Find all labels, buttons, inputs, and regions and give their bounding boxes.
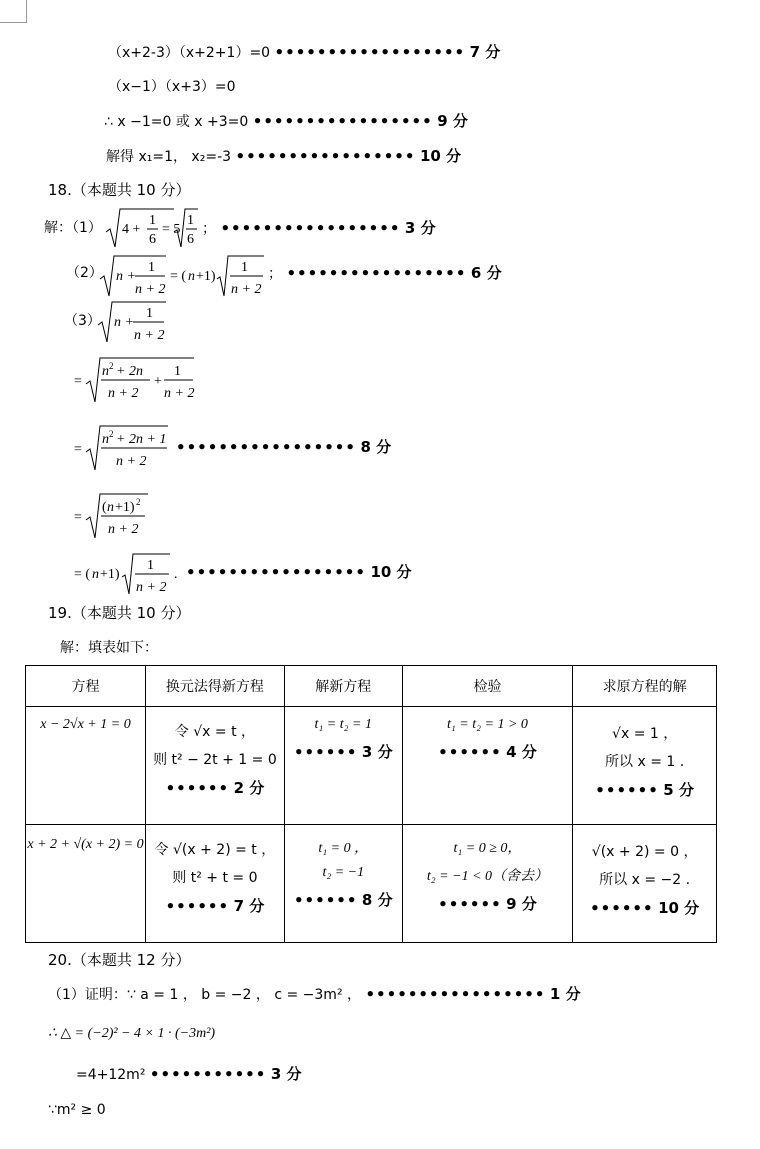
- s18-part1-formula: [104, 205, 200, 251]
- s17-line3-dots: •••••••••••••••••: [252, 112, 433, 130]
- s17-line1-score: 7 分: [469, 43, 501, 61]
- row2-orig-score-line: [573, 897, 716, 918]
- s18-part1-label: 解：（1）: [44, 220, 102, 236]
- table-header-cell: 检验: [402, 666, 573, 707]
- svg-text:2: 2: [136, 497, 141, 507]
- row2-solve-score: 8 分: [361, 891, 393, 909]
- row2-solve-dots: ••••••: [293, 891, 358, 909]
- svg-text:+1): +1): [196, 269, 216, 284]
- svg-text:=: =: [74, 442, 82, 457]
- s18-part2-dots: •••••••••••••••••: [286, 264, 467, 282]
- row1-orig-line1: √x = 1 ，: [612, 726, 678, 742]
- table-header-cell: 解新方程: [284, 666, 402, 707]
- svg-text:1: 1: [146, 306, 153, 321]
- row1-sub-line1: 令 √x = t ，: [174, 724, 256, 740]
- svg-text:n + 2: n + 2: [134, 328, 165, 343]
- table-cell-equation: [26, 825, 146, 943]
- svg-text:+ 2n + 1: + 2n + 1: [116, 432, 167, 447]
- s18-step3-score: 8 分: [360, 438, 392, 456]
- s17-line3: [104, 111, 468, 132]
- s18-step5-tail: [186, 562, 412, 583]
- svg-text:1: 1: [147, 558, 154, 573]
- row2-solve-line2: t₂ = −1: [322, 865, 365, 880]
- s17-line4-dots: •••••••••••••••••: [235, 147, 416, 165]
- row1-check-line1: t₁ = t₂ = 1 > 0: [447, 717, 528, 732]
- svg-text:(: (: [102, 500, 107, 515]
- row1-solve-score-line: [285, 741, 402, 762]
- row1-orig-score: 5 分: [663, 781, 694, 799]
- row2-sub-line2: 则 t² + t = 0: [172, 870, 258, 886]
- row1-equation: x − 2√x + 1 = 0: [40, 717, 131, 732]
- s17-line1-dots: ••••••••••••••••••: [274, 43, 466, 61]
- row2-check-line2: t₂ = −1 < 0（舍去）: [426, 869, 549, 884]
- row1-check-score: 4 分: [506, 743, 537, 761]
- svg-text:1: 1: [174, 364, 181, 379]
- svg-text:n + 2: n + 2: [116, 454, 147, 469]
- table-cell-solve: [284, 825, 402, 943]
- table-row: [26, 707, 717, 825]
- row1-check-dots: ••••••: [438, 743, 502, 761]
- s20-result: [76, 1064, 301, 1085]
- s18-step4-formula: [72, 490, 152, 542]
- row1-sub-dots: ••••••: [165, 779, 230, 797]
- svg-text:=: =: [74, 510, 82, 525]
- table-cell-check: [402, 707, 573, 825]
- s20-delta: ∴ △ = (−2)² − 4 × 1 · (−3m²): [48, 1026, 216, 1041]
- svg-text:n + 2: n + 2: [135, 282, 166, 297]
- s20-since: ∵m² ≥ 0: [48, 1102, 106, 1118]
- svg-text:=: =: [74, 374, 82, 389]
- row1-orig-score-line: [573, 779, 716, 800]
- s18-step5-formula: [72, 550, 182, 598]
- svg-text:4 +: 4 +: [122, 222, 141, 237]
- row2-check-dots: ••••••: [438, 895, 502, 913]
- svg-text:+: +: [154, 374, 162, 389]
- svg-text:n + 2: n + 2: [108, 386, 139, 401]
- row1-solve-score: 3 分: [361, 743, 393, 761]
- s17-line3-score: 9 分: [437, 112, 468, 130]
- row1-solve-line1: t₁ = t₂ = 1: [314, 717, 372, 732]
- row1-solve-dots: ••••••: [293, 743, 358, 761]
- svg-text:n: n: [92, 567, 99, 582]
- svg-text:n: n: [107, 500, 114, 515]
- s17-line1: [108, 42, 500, 63]
- s18-part3-formula: [96, 298, 170, 346]
- row2-solve-score-line: [285, 889, 402, 910]
- s17-line4-score: 10 分: [419, 147, 462, 165]
- s17-line1-math: （x+2-3）（x+2+1）=0: [108, 45, 271, 61]
- table-cell-original: [573, 707, 717, 825]
- svg-text:= 5: = 5: [162, 222, 181, 237]
- table-header-cell: 求原方程的解: [573, 666, 717, 707]
- row1-orig-line2: 所以 x = 1 .: [605, 754, 685, 770]
- row2-sub-dots: ••••••: [165, 897, 230, 915]
- row2-equation: x + 2 + √(x + 2) = 0: [27, 837, 144, 852]
- svg-text:n +: n +: [114, 315, 134, 330]
- s19-intro: 解：填表如下：: [60, 640, 158, 656]
- table-cell-original: [573, 825, 717, 943]
- s20-result-score: 3 分: [270, 1065, 302, 1083]
- svg-text:2: 2: [109, 429, 114, 439]
- svg-text:.: .: [174, 567, 178, 582]
- row2-solve-line1: t₁ = 0 ，: [318, 841, 369, 856]
- svg-text:1: 1: [148, 260, 155, 275]
- s20-result-text: =4+12m²: [76, 1067, 146, 1083]
- svg-text:n + 2: n + 2: [231, 282, 262, 297]
- s18-step3-formula: [72, 422, 172, 474]
- s18-part1-dots: •••••••••••••••••: [220, 219, 401, 237]
- svg-text:n + 2: n + 2: [164, 386, 195, 401]
- row2-orig-line1: √(x + 2) = 0 ，: [591, 844, 698, 860]
- row1-sub-score: 2 分: [233, 779, 265, 797]
- svg-text:1: 1: [187, 213, 194, 228]
- row2-check-line1: t₁ = 0 ≥ 0，: [453, 841, 522, 856]
- table-header-row: [26, 666, 717, 707]
- row2-orig-score: 10 分: [658, 899, 700, 917]
- svg-text:1: 1: [241, 260, 248, 275]
- s20-result-dots: •••••••••••: [149, 1065, 267, 1083]
- table-cell-check: [402, 825, 573, 943]
- row2-sub-score-line: [146, 895, 284, 916]
- s18-step2-formula: [72, 354, 198, 406]
- svg-text:= (: = (: [74, 567, 91, 582]
- s19-table: [25, 665, 717, 943]
- s18-part2-label: （2）: [66, 265, 103, 281]
- svg-text:n: n: [102, 364, 109, 379]
- s17-line2: [108, 77, 235, 97]
- table-cell-equation: [26, 707, 146, 825]
- page-corner-mark: [0, 0, 27, 23]
- svg-text:6: 6: [187, 232, 194, 247]
- row1-sub-score-line: [146, 777, 284, 798]
- row2-sub-score: 7 分: [233, 897, 265, 915]
- s20-part1-text: （1）证明：∵ a = 1 ， b = −2 ， c = −3m² ，: [48, 987, 362, 1003]
- s18-step5-score: 10 分: [370, 563, 412, 581]
- s18-part3-label: （3）: [64, 313, 101, 329]
- svg-text:n: n: [102, 432, 109, 447]
- row2-check-score-line: [403, 893, 573, 914]
- row2-orig-line2: 所以 x = −2 .: [599, 872, 691, 888]
- s17-line4: [106, 146, 461, 167]
- s18-heading: 18.（本题共 10 分）: [48, 181, 191, 199]
- svg-text:= (: = (: [170, 269, 187, 284]
- s17-line2-math: （x−1）（x+3）=0: [108, 79, 236, 95]
- s18-step3-tail: [176, 437, 391, 458]
- s18-step3-dots: •••••••••••••••••: [176, 438, 356, 456]
- svg-text:n + 2: n + 2: [108, 522, 139, 537]
- table-cell-substitution: [145, 707, 284, 825]
- table-row: [26, 825, 717, 943]
- svg-text:n +: n +: [116, 269, 136, 284]
- s18-part1: [44, 218, 102, 238]
- s20-part1: [48, 984, 581, 1005]
- table-cell-substitution: [145, 825, 284, 943]
- svg-text:6: 6: [149, 232, 156, 247]
- row2-sub-line1: 令 √(x + 2) = t ，: [154, 842, 276, 858]
- row1-orig-dots: ••••••: [595, 781, 659, 799]
- s20-heading: 20.（本题共 12 分）: [48, 951, 191, 969]
- svg-text:n: n: [188, 269, 195, 284]
- row1-sub-line2: 则 t² − 2t + 1 = 0: [153, 752, 277, 768]
- table-cell-solve: [284, 707, 402, 825]
- s18-part2-formula: [98, 252, 268, 300]
- s19-heading: 19.（本题共 10 分）: [48, 604, 191, 622]
- svg-text:2: 2: [109, 361, 114, 371]
- s18-part1-score: 3 分: [404, 219, 436, 237]
- s20-part1-score: 1 分: [549, 985, 581, 1003]
- row2-orig-dots: ••••••: [590, 899, 654, 917]
- s18-part2-score: 6 分: [470, 264, 502, 282]
- svg-text:+1): +1): [115, 500, 135, 515]
- table-header-cell: 换元法得新方程: [145, 666, 284, 707]
- svg-text:1: 1: [149, 213, 156, 228]
- svg-text:+ 2n: + 2n: [116, 364, 143, 379]
- s18-part2-tail: ； ••••••••••••••••• 6 分: [268, 264, 502, 282]
- row1-check-score-line: [403, 741, 573, 762]
- svg-text:n + 2: n + 2: [136, 580, 167, 595]
- s18-step5-dots: •••••••••••••••••: [186, 563, 366, 581]
- s18-part1-tail: ； ••••••••••••••••• 3 分: [202, 219, 436, 237]
- row2-check-score: 9 分: [506, 895, 537, 913]
- s20-part1-dots: •••••••••••••••••: [365, 985, 546, 1003]
- table-header-cell: 方程: [26, 666, 146, 707]
- svg-text:+1): +1): [100, 567, 120, 582]
- s17-line4-text: 解得 x₁=1， x₂=-3: [106, 149, 232, 165]
- s17-line3-text: ∴ x −1=0 或 x +3=0: [104, 114, 249, 130]
